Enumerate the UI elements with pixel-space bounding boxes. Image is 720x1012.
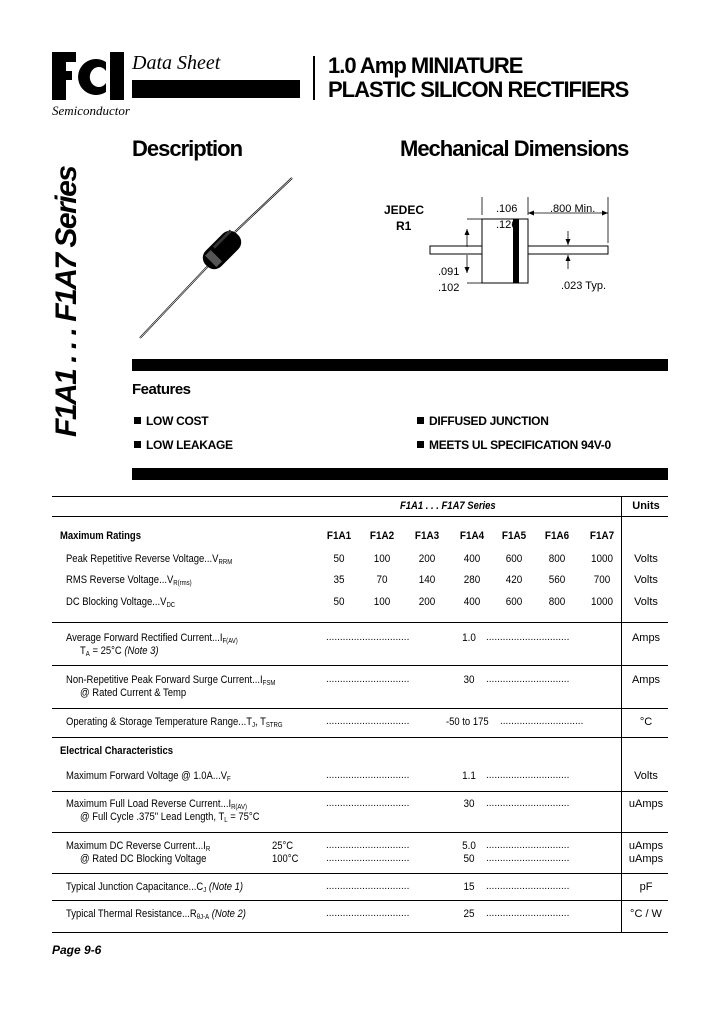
row-label: Maximum Full Load Reverse $Current...I_{R(AV)}$: [66, 798, 248, 811]
part-header: F1A7: [589, 530, 615, 542]
feature-label: DIFFUSED JUNCTION: [429, 414, 549, 428]
features-heading: Features: [132, 381, 191, 398]
temp-condition: 25°C: [272, 840, 294, 852]
doc-type: Data Sheet: [132, 52, 221, 74]
value-cell: 50: [333, 596, 345, 608]
units-header: Units: [632, 500, 660, 512]
unit-cell: °C / W: [630, 908, 662, 920]
feature-item: [134, 438, 233, 452]
elec-char-label: Electrical Characteristics: [60, 745, 174, 757]
jedec-label: JEDEC: [384, 203, 425, 217]
leader-dots: ..............................: [486, 798, 570, 809]
fci-logo: [52, 50, 124, 106]
value-cell: 560: [548, 574, 566, 586]
value-cell: 600: [505, 553, 523, 565]
brand-subtitle: Semiconductor: [52, 103, 130, 118]
unit-cell: Volts: [634, 596, 658, 608]
value-cell: 280: [463, 574, 481, 586]
unit-cell: Volts: [634, 553, 658, 565]
value-cell: 140: [418, 574, 436, 586]
part-header: F1A1: [326, 530, 352, 542]
part-header: F1A4: [459, 530, 485, 542]
temp-condition: 100°C: [272, 853, 299, 865]
package-label: R1: [396, 219, 412, 233]
value-cell: 100: [373, 553, 391, 565]
unit-cell: Volts: [634, 770, 658, 782]
leader-dots: ..............................: [326, 840, 410, 851]
page-number: Page 9-6: [52, 943, 102, 957]
unit-cell: uAmps: [628, 798, 664, 810]
series-header: F1A1 . . . F1A7 Series: [400, 500, 496, 512]
row-label: Maximum DC Reverse $Current...I_R$: [66, 840, 211, 853]
row-label: Typical Thermal $Resistance...R_{\theta J-A}$ (Note 2): [66, 908, 246, 921]
row-condition: @ Rated DC Blocking Voltage: [80, 853, 207, 865]
row-label: Maximum Forward Voltage @ $1.0A...V_F$: [66, 770, 231, 783]
leader-dots: ..............................: [500, 716, 584, 727]
value-cell: 50: [463, 853, 475, 865]
row-condition: $T_A = 25^\circ C$ (Note 3): [80, 645, 159, 658]
part-header: F1A6: [544, 530, 570, 542]
value-cell: 1.1: [462, 770, 476, 782]
row-label: Peak Repetitive Reverse $Voltage...V_{RRM}$: [66, 553, 233, 566]
dim-lead-length: .800 Min.: [550, 203, 596, 215]
value-cell: 600: [505, 596, 523, 608]
row-label: Typical Junction $Capacitance...C_J$ (Note 1): [66, 881, 244, 894]
side-title-text: F1A1 . . . F1A7 Series: [50, 166, 83, 437]
value-cell: 1.0: [462, 632, 476, 644]
value-cell: 50: [333, 553, 345, 565]
value-cell: 30: [463, 674, 475, 686]
value-cell: 35: [333, 574, 345, 586]
logo-text: FCI: [52, 50, 54, 51]
value-cell: 420: [505, 574, 523, 586]
value-cell: 800: [548, 553, 566, 565]
part-header: F1A5: [501, 530, 527, 542]
row-label: Non-Repetitive Peak Forward Surge $Current...I_{FSM}$: [66, 674, 276, 687]
row-label: RMS Reverse $Voltage...V_{R(rms)}$: [66, 574, 192, 587]
leader-dots: ..............................: [326, 674, 410, 685]
feature-label: MEETS UL SPECIFICATION 94V-0: [429, 438, 611, 452]
unit-cell: Amps: [631, 674, 661, 686]
dim-lead-dia: .023 Typ.: [561, 280, 607, 292]
title-line2: PLASTIC SILICON RECTIFIERS: [328, 77, 629, 102]
value-cell: 400: [463, 553, 481, 565]
value-cell: 5.0: [462, 840, 476, 852]
dim-body-max: .126: [496, 219, 518, 231]
diode-image: [130, 170, 300, 345]
header-divider: [313, 56, 315, 100]
feature-item: [134, 414, 208, 428]
part-header: F1A3: [414, 530, 440, 542]
leader-dots: ..............................: [486, 881, 570, 892]
dim-dia-max: .102: [438, 282, 460, 294]
value-cell: 800: [548, 596, 566, 608]
header-bar: [132, 80, 300, 98]
part-header: F1A2: [369, 530, 395, 542]
leader-dots: ..............................: [326, 632, 410, 643]
row-label: Operating & Storage Temperature $Range...T_J$, $T_{STRG}$: [66, 716, 283, 729]
section-bar-top: [132, 359, 668, 371]
leader-dots: ..............................: [486, 840, 570, 851]
unit-cell: Amps: [631, 632, 661, 644]
value-cell: 1000: [590, 553, 614, 565]
dim-body-min: .106: [496, 203, 518, 215]
leader-dots: ..............................: [486, 632, 570, 643]
leader-dots: ..............................: [326, 798, 410, 809]
feature-item: [417, 414, 549, 428]
leader-dots: ..............................: [326, 716, 410, 727]
leader-dots: ..............................: [326, 770, 410, 781]
feature-item: [417, 438, 611, 452]
mechanical-heading: Mechanical Dimensions: [400, 136, 629, 161]
title-line1: 1.0 Amp MINIATURE: [328, 53, 523, 78]
leader-dots: ..............................: [486, 908, 570, 919]
value-cell: 1000: [590, 596, 614, 608]
value-cell: 700: [593, 574, 611, 586]
leader-dots: ..............................: [486, 853, 570, 864]
leader-dots: ..............................: [486, 674, 570, 685]
feature-label: LOW LEAKAGE: [146, 438, 233, 452]
side-series-title: [30, 165, 90, 445]
value-cell: 25: [463, 908, 475, 920]
row-condition: @ Rated Current & Temp: [80, 687, 187, 699]
value-cell: -50 to 175: [446, 716, 489, 728]
value-cell: 15: [463, 881, 475, 893]
unit-cell: °C: [639, 716, 653, 728]
value-cell: 200: [418, 553, 436, 565]
unit-cell: pF: [639, 881, 653, 893]
unit-cell: uAmps: [628, 840, 664, 852]
description-heading: Description: [132, 136, 243, 161]
value-cell: 200: [418, 596, 436, 608]
dim-dia-min: .091: [438, 266, 460, 278]
leader-dots: ..............................: [326, 908, 410, 919]
row-condition: @ Full Cycle .375" Lead Length, $T_L = 75^\circ C$: [80, 811, 260, 824]
leader-dots: ..............................: [486, 770, 570, 781]
value-cell: 30: [463, 798, 475, 810]
unit-cell: uAmps: [628, 853, 664, 865]
unit-cell: Volts: [634, 574, 658, 586]
value-cell: 400: [463, 596, 481, 608]
leader-dots: ..............................: [326, 853, 410, 864]
feature-label: LOW COST: [146, 414, 209, 428]
row-label: Average Forward Rectified $Current...I_{F(AV)}$: [66, 632, 238, 645]
row-label: DC Blocking $Voltage...V_{DC}$: [66, 596, 176, 609]
leader-dots: ..............................: [326, 881, 410, 892]
value-cell: 70: [376, 574, 388, 586]
section-bar-bottom: [132, 468, 668, 480]
max-ratings-label: Maximum Ratings: [60, 530, 141, 542]
value-cell: 100: [373, 596, 391, 608]
